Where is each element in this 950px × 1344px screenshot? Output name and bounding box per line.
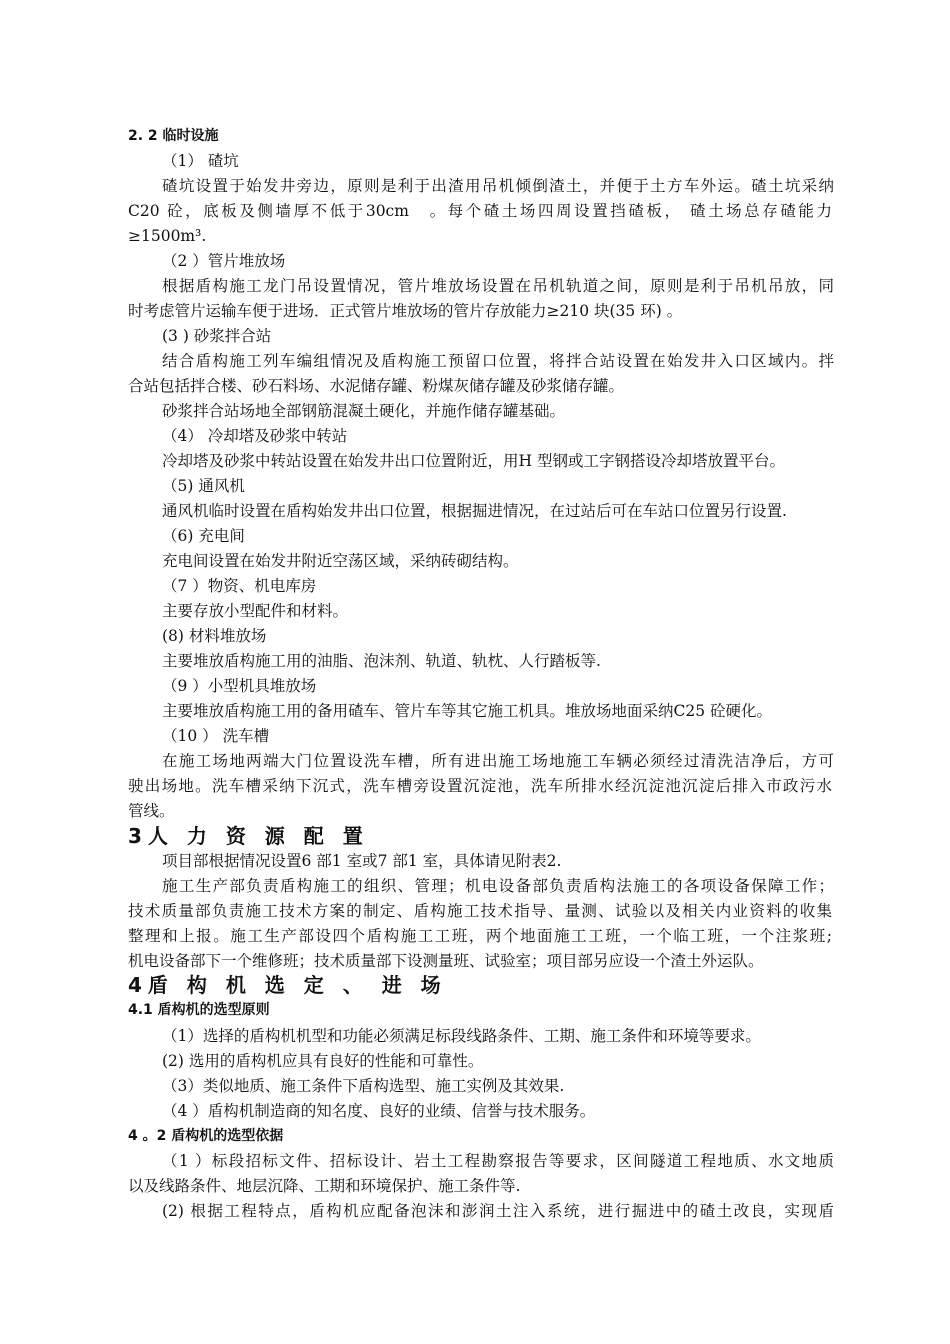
paragraph-line: 整理和上报。施工生产部设四个盾构施工工班，两个地面施工工班，一个临工班，一个注浆班;: [128, 927, 832, 945]
item-body-line: 在施工场地两端大门位置设洗车槽，所有进出施工场地施工车辆必须经过清洗洁净后，方可: [162, 752, 834, 770]
item-body-line: 冷却塔及砂浆中转站设置在始发井出口位置附近，用H 型钢或工字钢搭设冷却塔放置平台。: [162, 452, 785, 470]
item-body-line: 充电间设置在始发井附近空荡区域，采纳砖砌结构。: [162, 552, 519, 570]
section-heading-2-2: 2. 2 临时设施: [128, 128, 219, 144]
item-title: （2 ）管片堆放场: [162, 252, 286, 270]
list-item: （1）选择的盾构机机型和功能必须满足标段线路条件、工期、施工条件和环境等要求。: [162, 1027, 761, 1045]
section-heading-4: 4盾 构 机 选 定 、 进 场: [128, 973, 447, 997]
list-item: （4 ）盾构机制造商的知名度、良好的业绩、信誉与技术服务。: [162, 1102, 596, 1120]
item-body-line: 合站包括拌合楼、砂石料场、水泥储存罐、粉煤灰储存罐及砂浆储存罐。: [128, 377, 625, 395]
item-body-line: 管线。: [128, 802, 175, 820]
list-item: (2) 选用的盾构机应具有良好的性能和可靠性。: [162, 1052, 484, 1070]
item-title: （10 ） 洗车槽: [162, 727, 270, 745]
item-body-line: 主要存放小型配件和材料。: [162, 602, 349, 620]
paragraph-line: 技术质量部负责施工技术方案的制定、盾构施工技术指导、量测、试验以及相关内业资料的收集: [128, 902, 832, 920]
item-body-line: 主要堆放盾构施工用的油脂、泡沫剂、轨道、轨枕、人行踏板等.: [162, 652, 601, 670]
paragraph-line: 施工生产部负责盾构施工的组织、管理；机电设备部负责盾构法施工的各项设备保障工作；: [162, 877, 834, 895]
paragraph-line: 机电设备部下一个维修班；技术质量部下设测量班、试验室；项目部另应设一个渣土外运队。: [128, 952, 764, 970]
item-title: （9 ）小型机具堆放场: [162, 677, 317, 695]
paragraph-line: 以及线路条件、地层沉降、工期和环境保护、施工条件等.: [128, 1177, 521, 1195]
item-body-line: 根据盾构施工龙门吊设置情况，管片堆放场设置在吊机轨道之间，原则是利于吊机吊放，同: [162, 277, 834, 295]
paragraph-line: (2) 根据工程特点，盾构机应配备泡沫和澎润土注入系统，进行掘进中的碴土改良，实现盾: [162, 1202, 834, 1220]
item-body-line: 通风机临时设置在盾构始发井出口位置，根据掘进情况，在过站后可在车站口位置另行设置.: [162, 502, 787, 520]
section-heading-4-2: 4 。2 盾构机的选型依据: [128, 1128, 284, 1144]
item-body-line: 主要堆放盾构施工用的备用碴车、管片车等其它施工机具。堆放场地面采纳C25 砼硬化。: [162, 702, 773, 720]
item-title: (8) 材料堆放场: [162, 627, 267, 645]
item-title: （7 ）物资、机电库房: [162, 577, 317, 595]
item-body-line: 时考虑管片运输车便于进场．正式管片堆放场的管片存放能力≥210 块(35 环) 。: [128, 302, 683, 320]
item-title: （6) 充电间: [162, 527, 245, 545]
section-heading-3: 3人 力 资 源 配 置: [128, 824, 369, 848]
item-title: （1） 碴坑: [162, 152, 239, 170]
item-body-line: ≥1500m³.: [128, 227, 207, 245]
item-title: （4） 冷却塔及砂浆中转站: [162, 427, 348, 445]
item-body-line: 结合盾构施工列车编组情况及盾构施工预留口位置，将拌合站设置在始发井入口区域内。拌: [162, 352, 834, 370]
list-item: （3）类似地质、施工条件下盾构选型、施工实例及其效果.: [162, 1077, 565, 1095]
item-title: (3 ) 砂浆拌合站: [162, 327, 272, 345]
item-body-line: 碴坑设置于始发井旁边，原则是利于出渣用吊机倾倒渣土，并便于土方车外运。碴土坑采纳: [162, 177, 834, 195]
item-body-line: 砂浆拌合站场地全部钢筋混凝土硬化，并施作储存罐基础。: [162, 402, 566, 420]
item-body-line: 驶出场地。洗车槽采纳下沉式，洗车槽旁设置沉淀池，洗车所排水经沉淀池沉淀后排入市政污水: [128, 777, 832, 795]
section-heading-4-1: 4.1 盾构机的选型原则: [128, 1002, 270, 1018]
item-body-line: C20 砼，底板及侧墙厚不低于30cm 。每个碴土场四周设置挡碴板， 碴土场总存碴能力: [128, 202, 832, 220]
paragraph-line: 项目部根据情况设置6 部1 室或7 部1 室，具体请见附表2.: [162, 852, 562, 870]
paragraph-line: （1 ）标段招标文件、招标设计、岩土工程勘察报告等要求，区间隧道工程地质、水文地质: [162, 1152, 834, 1170]
item-title: （5) 通风机: [162, 477, 245, 495]
